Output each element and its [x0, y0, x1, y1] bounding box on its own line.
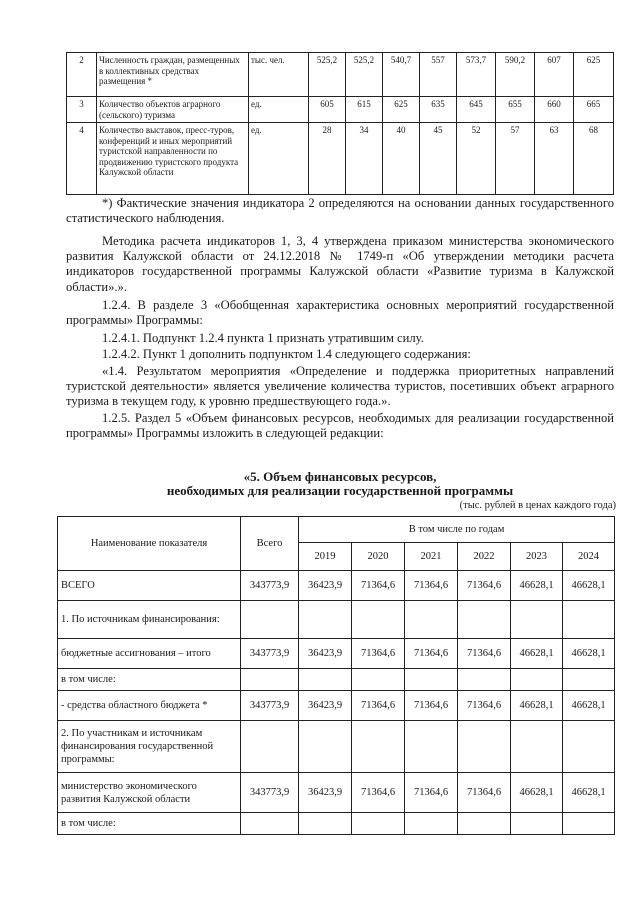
finance-row-label: ВСЕГО — [58, 571, 241, 601]
indicator-value: 605 — [309, 97, 346, 123]
finance-row-value — [458, 813, 511, 835]
finance-row — [58, 691, 615, 721]
indicator-value: 40 — [383, 123, 420, 195]
paragraph-1-2-5: 1.2.5. Раздел 5 «Объем финансовых ресурсов, необходимых для реализации государственной программы» Программы изложить в следующей редакции: — [66, 411, 614, 441]
year-header: 2023 — [511, 543, 563, 571]
finance-row-value: 46628,1 — [563, 639, 615, 669]
finance-row-value: 46628,1 — [511, 571, 563, 601]
units-note: (тыс. рублей в ценах каждого года) — [459, 500, 616, 511]
finance-row — [58, 639, 615, 669]
indicator-value: 525,2 — [346, 53, 383, 97]
indicator-value: 525,2 — [309, 53, 346, 97]
indicator-value: 635 — [420, 97, 457, 123]
finance-row-value: 71364,6 — [352, 691, 405, 721]
indicator-unit: тыс. чел. — [249, 53, 309, 97]
indicator-value: 68 — [574, 123, 614, 195]
header-indicator-name: Наименование показателя — [58, 517, 241, 571]
finance-row-label: 1. По источникам финансирования: — [58, 601, 241, 639]
indicator-unit: ед. — [249, 123, 309, 195]
finance-row-value: 46628,1 — [563, 773, 615, 813]
paragraph-1-2-4-2: 1.2.4.2. Пункт 1 дополнить подпунктом 1.4 следующего содержания: — [102, 347, 471, 361]
indicator-name: Количество выставок, пресс-туров, конференций и иных мероприятий туристской направленности по продвижению туристского продукта Калужской области — [97, 123, 249, 195]
indicator-value: 645 — [457, 97, 496, 123]
finance-row-label: - средства областного бюджета * — [58, 691, 241, 721]
finance-row-value — [299, 601, 352, 639]
indicator-number: 4 — [67, 123, 97, 195]
finance-row-value: 71364,6 — [458, 639, 511, 669]
finance-row-value: 36423,9 — [299, 773, 352, 813]
finance-row-total: 343773,9 — [241, 691, 299, 721]
paragraph-1-2-4-1: 1.2.4.1. Подпункт 1.2.4 пункта 1 признать утратившим силу. — [102, 331, 424, 345]
finance-row-value: 71364,6 — [352, 571, 405, 601]
finance-row-value: 71364,6 — [405, 571, 458, 601]
finance-row — [58, 721, 615, 773]
footnote: *) Фактические значения индикатора 2 определяются на основании данных государственного статистического наблюдения. — [66, 196, 614, 226]
finance-row-value — [299, 813, 352, 835]
finance-row-total — [241, 813, 299, 835]
finance-row-value: 36423,9 — [299, 691, 352, 721]
header-years-group: В том числе по годам — [299, 517, 615, 543]
finance-row-value: 71364,6 — [458, 773, 511, 813]
indicator-value: 540,7 — [383, 53, 420, 97]
finance-row-value — [352, 813, 405, 835]
indicator-value: 573,7 — [457, 53, 496, 97]
finance-row-value — [405, 721, 458, 773]
indicator-value: 28 — [309, 123, 346, 195]
indicator-value: 52 — [457, 123, 496, 195]
finance-row-value: 71364,6 — [458, 691, 511, 721]
indicator-value: 45 — [420, 123, 457, 195]
section-title-line1: «5. Объем финансовых ресурсов, — [243, 469, 437, 484]
finance-row-total — [241, 601, 299, 639]
finance-row-total: 343773,9 — [241, 571, 299, 601]
finance-row-value: 71364,6 — [405, 773, 458, 813]
finance-row-value: 46628,1 — [563, 571, 615, 601]
year-header: 2022 — [458, 543, 511, 571]
finance-row-value — [563, 721, 615, 773]
finance-row-value — [458, 669, 511, 691]
finance-row-value: 71364,6 — [458, 571, 511, 601]
finance-row — [58, 813, 615, 835]
finance-row-value — [299, 721, 352, 773]
finance-row-value — [352, 721, 405, 773]
indicator-unit: ед. — [249, 97, 309, 123]
finance-row-label: в том числе: — [58, 669, 241, 691]
indicator-value: 655 — [496, 97, 535, 123]
finance-row-value — [299, 669, 352, 691]
finance-row-total: 343773,9 — [241, 773, 299, 813]
indicators-table — [66, 52, 614, 195]
year-header: 2021 — [405, 543, 458, 571]
finance-row-value: 36423,9 — [299, 571, 352, 601]
finance-row-value: 46628,1 — [511, 639, 563, 669]
finance-row-value — [563, 669, 615, 691]
finance-row-label: в том числе: — [58, 813, 241, 835]
finance-row-value — [405, 601, 458, 639]
paragraph-1-2-4: 1.2.4. В разделе 3 «Обобщенная характеристика основных мероприятий государственной программы» Программы: — [66, 298, 614, 328]
indicator-number: 2 — [67, 53, 97, 97]
finance-row-total — [241, 669, 299, 691]
paragraph-1-4: «1.4. Результатом мероприятия «Определение и поддержка приоритетных направлений туристской деятельности» является увеличение количества туристов, посетивших объект аграрного туризма в текущем году, к уровню предшествующего года.». — [66, 364, 614, 409]
finance-row-value — [405, 813, 458, 835]
finance-row-value: 71364,6 — [352, 639, 405, 669]
header-total: Всего — [241, 517, 299, 571]
indicator-value: 557 — [420, 53, 457, 97]
finance-row-value: 71364,6 — [405, 691, 458, 721]
finance-row-value: 36423,9 — [299, 639, 352, 669]
finance-row-value — [458, 721, 511, 773]
methodology-paragraph: Методика расчета индикаторов 1, 3, 4 утверждена приказом министерства экономического развития Калужской области от 24.12.2018 № 1749-п «Об утверждении методики расчета индикаторов государственной программы Калужской области «Развитие туризма в Калужской области».». — [66, 234, 614, 294]
year-header: 2024 — [563, 543, 615, 571]
finance-row-label: министерство экономического развития Калужской области — [58, 773, 241, 813]
finance-row-value — [563, 813, 615, 835]
finance-row-value: 46628,1 — [563, 691, 615, 721]
indicator-value: 660 — [535, 97, 574, 123]
finance-row-value — [511, 721, 563, 773]
indicator-value: 63 — [535, 123, 574, 195]
year-header: 2019 — [299, 543, 352, 571]
finance-row-value — [352, 601, 405, 639]
finance-row-value: 71364,6 — [352, 773, 405, 813]
indicator-value: 34 — [346, 123, 383, 195]
indicator-number: 3 — [67, 97, 97, 123]
indicator-value: 625 — [574, 53, 614, 97]
finance-row-value: 46628,1 — [511, 773, 563, 813]
finance-row-value — [405, 669, 458, 691]
finance-table-body — [58, 571, 615, 835]
indicator-value: 625 — [383, 97, 420, 123]
finance-row-value — [511, 601, 563, 639]
indicator-value: 57 — [496, 123, 535, 195]
finance-row-value: 46628,1 — [511, 691, 563, 721]
finance-row — [58, 601, 615, 639]
indicator-value: 615 — [346, 97, 383, 123]
finance-row-value — [352, 669, 405, 691]
finance-row — [58, 669, 615, 691]
finance-row-value: 71364,6 — [405, 639, 458, 669]
finance-row — [58, 571, 615, 601]
indicators-table-body — [67, 53, 614, 195]
indicator-row — [67, 97, 614, 123]
finance-row-value — [458, 601, 511, 639]
finance-row-value — [563, 601, 615, 639]
indicator-name: Численность граждан, размещенных в коллективных средствах размещения * — [97, 53, 249, 97]
finance-table — [57, 516, 615, 835]
finance-row-total — [241, 721, 299, 773]
finance-row-value — [511, 813, 563, 835]
section-title-line2: необходимых для реализации государственной программы — [166, 483, 514, 498]
finance-row — [58, 773, 615, 813]
year-header: 2020 — [352, 543, 405, 571]
finance-row-value — [511, 669, 563, 691]
indicator-row — [67, 123, 614, 195]
indicator-value: 665 — [574, 97, 614, 123]
finance-row-label: 2. По участникам и источникам финансирования государственной программы: — [58, 721, 241, 773]
finance-row-total: 343773,9 — [241, 639, 299, 669]
indicator-name: Количество объектов аграрного (сельского) туризма — [97, 97, 249, 123]
indicator-value: 607 — [535, 53, 574, 97]
finance-row-label: бюджетные ассигнования – итого — [58, 639, 241, 669]
indicator-value: 590,2 — [496, 53, 535, 97]
indicator-row — [67, 53, 614, 97]
